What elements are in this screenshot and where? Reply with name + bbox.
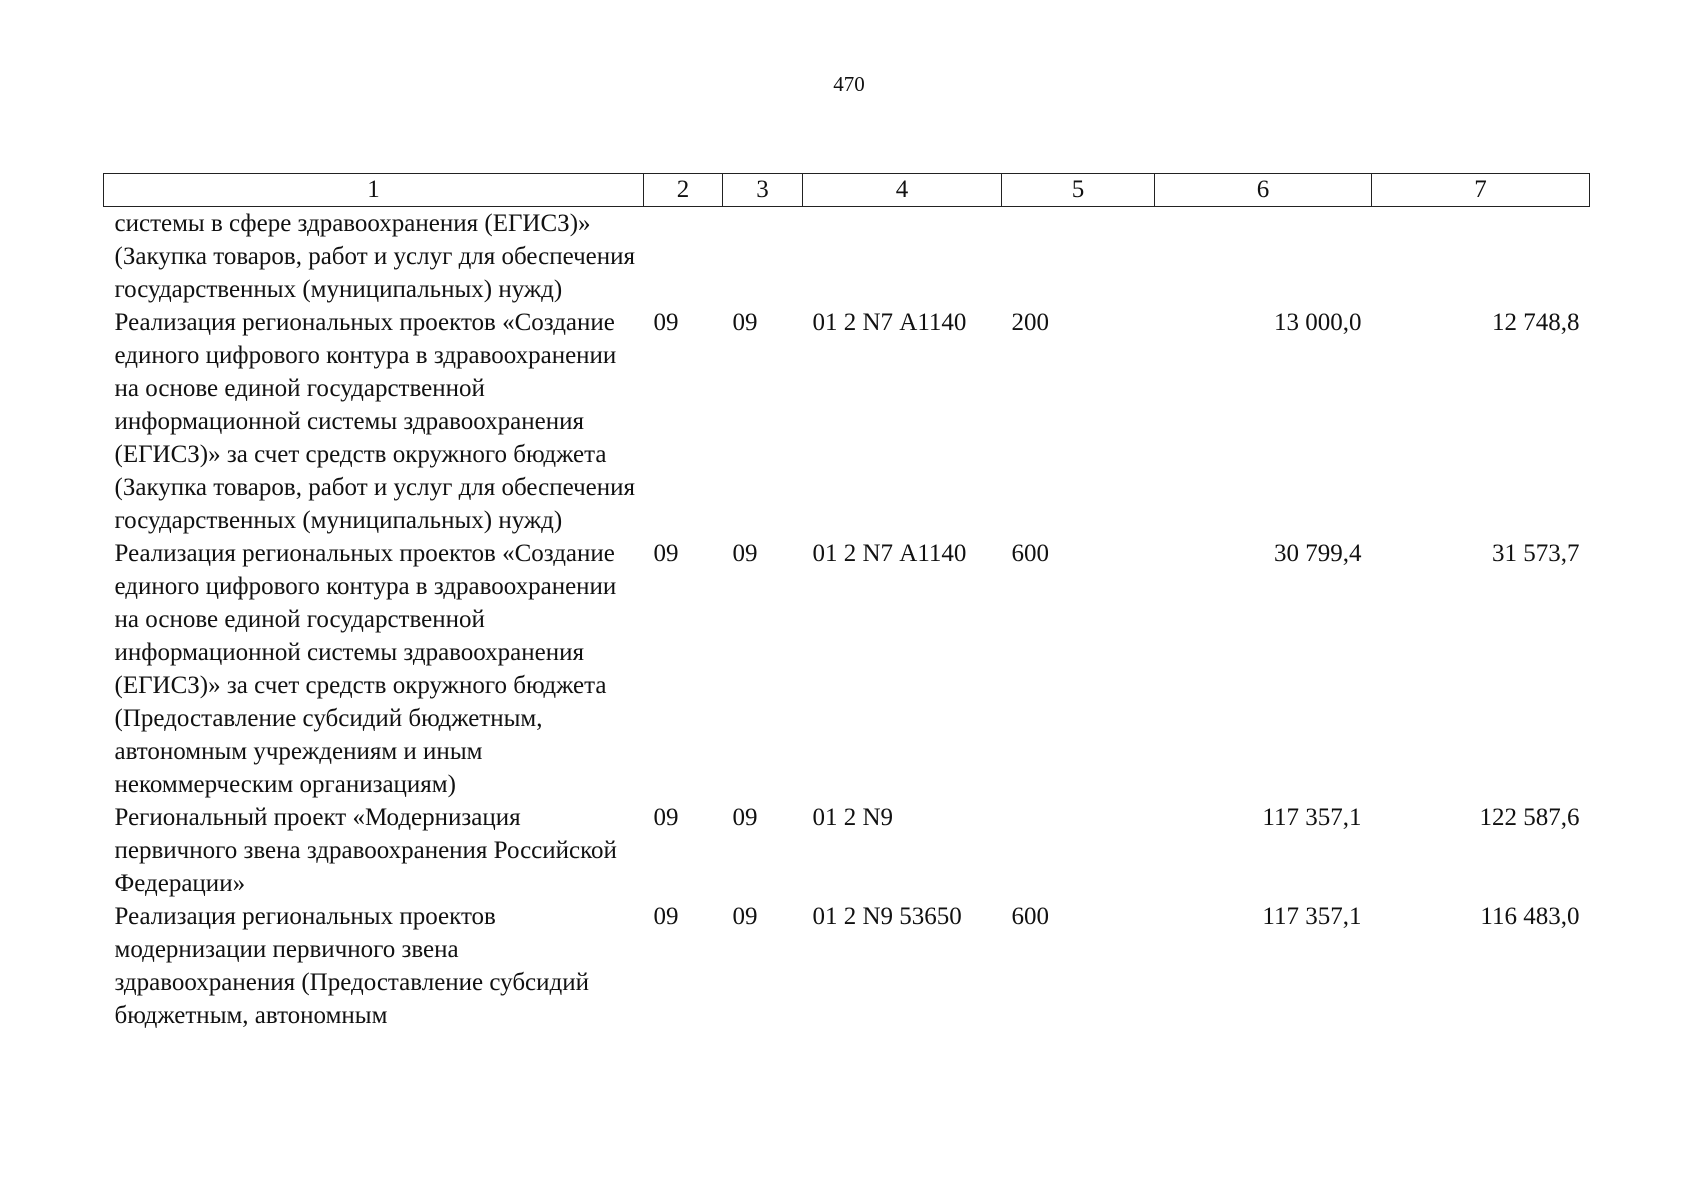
row-amount-1 <box>1155 207 1372 307</box>
row-amount-2: 116 483,0 <box>1480 903 1580 930</box>
row-amount-1: 13 000,0 <box>1274 309 1362 336</box>
row-expense-type: 600 <box>1011 540 1049 567</box>
row-amount-2: 12 748,8 <box>1492 309 1580 336</box>
row-target-article: 01 2 N7 А1140 <box>812 540 967 567</box>
header-col-5: 5 <box>1002 174 1155 207</box>
row-target-article <box>803 207 1002 307</box>
table-row <box>104 900 1590 1032</box>
row-name: Реализация региональных проектов «Создание единого цифрового контура в здравоохранении на основе единой государственной информационной системы здравоохранения (ЕГИСЗ)» за счет средств окружного бюджета (Закупка товаров, работ и услуг для обеспечения государственных (муниципальных) нужд) <box>114 309 635 534</box>
row-name: системы в сфере здравоохранения (ЕГИСЗ)» (Закупка товаров, работ и услуг для обеспечения государственных (муниципальных) нужд) <box>114 210 635 303</box>
header-col-6: 6 <box>1155 174 1372 207</box>
table-row <box>104 801 1590 900</box>
row-expense-type: 200 <box>1011 309 1049 336</box>
row-amount-2 <box>1372 207 1590 307</box>
row-target-article: 01 2 N9 <box>812 804 894 831</box>
row-name: Реализация региональных проектов «Создание единого цифрового контура в здравоохранении на основе единой государственной информационной системы здравоохранения (ЕГИСЗ)» за счет средств окружного бюджета (Предоставление субсидий бюджетным, автономным учреждениям и иным некоммерческим организациям) <box>114 540 617 798</box>
header-col-7: 7 <box>1372 174 1590 207</box>
header-row <box>104 174 1590 207</box>
page-number: 470 <box>833 72 865 96</box>
row-amount-2: 122 587,6 <box>1479 804 1580 831</box>
table-row <box>104 537 1590 801</box>
row-amount-2: 31 573,7 <box>1492 540 1580 567</box>
table-row <box>104 306 1590 537</box>
row-amount-1: 30 799,4 <box>1274 540 1362 567</box>
row-expense-type <box>1002 207 1155 307</box>
header-col-4: 4 <box>803 174 1002 207</box>
row-subsection: 09 <box>732 540 758 567</box>
header-col-2: 2 <box>644 174 723 207</box>
row-section: 09 <box>653 540 679 567</box>
row-amount-1: 117 357,1 <box>1262 804 1362 831</box>
row-expense-type <box>1002 801 1155 900</box>
budget-table <box>103 173 1590 1032</box>
row-target-article: 01 2 N7 А1140 <box>812 309 967 336</box>
row-name: Реализация региональных проектов модернизации первичного звена здравоохранения (Предоставление субсидий бюджетным, автономным <box>114 903 589 1029</box>
header-col-3: 3 <box>723 174 803 207</box>
row-subsection: 09 <box>732 903 758 930</box>
row-subsection: 09 <box>732 309 758 336</box>
row-subsection <box>723 207 803 307</box>
row-name: Региональный проект «Модернизация первичного звена здравоохранения Российской Федерации» <box>114 804 617 897</box>
row-amount-1: 117 357,1 <box>1262 903 1362 930</box>
row-section: 09 <box>653 804 679 831</box>
row-section: 09 <box>653 903 679 930</box>
table-row <box>104 207 1590 307</box>
row-expense-type: 600 <box>1011 903 1049 930</box>
header-col-1: 1 <box>104 174 644 207</box>
row-section <box>644 207 723 307</box>
row-subsection: 09 <box>732 804 758 831</box>
row-section: 09 <box>653 309 679 336</box>
row-target-article: 01 2 N9 53650 <box>812 903 962 930</box>
